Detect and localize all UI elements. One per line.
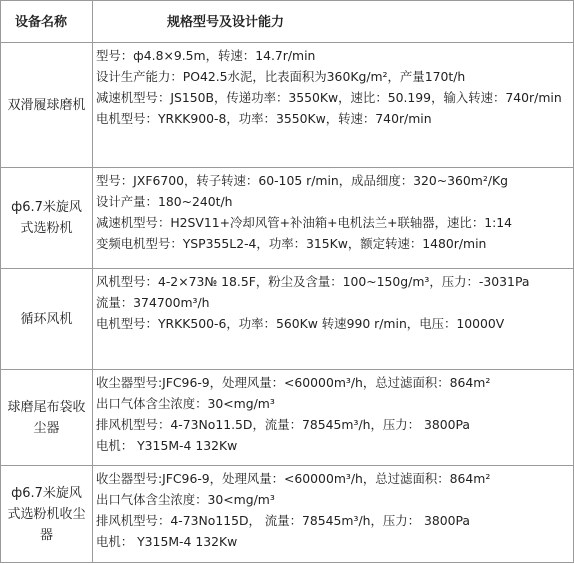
spec-cell [93,269,574,370]
spec-line: 设计生产能力：PO42.5水泥，比表面积为360Kg/m²，产量170t/h [96,69,466,84]
spec-line: 流量：374700m³/h [96,295,210,310]
spec-line: 减速机型号：JS150B，传递功率：3550Kw，速比：50.199，输入转速：740r/min [96,90,562,105]
spec-line: 电机型号：YRKK500-6，功率：560Kw 转速990 r/min，电压：10000V [96,316,505,331]
spec-line: 排风机型号：4-73No115D， 流量：78545m³/h，压力： 3800Pa [96,513,471,528]
spec-line: 风机型号：4-2×73№ 18.5F，粉尘及含量：100~150g/m³，压力：-3031Pa [96,274,530,289]
table-row [1,370,574,466]
table-row [1,43,574,168]
table-row [1,168,574,269]
spec-line: 排风机型号：4-73No11.5D，流量：78545m³/h，压力： 3800Pa [96,417,471,432]
spec-line: 出口气体含尘浓度：30<mg/m³ [96,396,275,411]
spec-line: 变频电机型号：YSP355L2-4，功率：315Kw，额定转速：1480r/min [96,236,487,251]
spec-line: 型号：JXF6700，转子转速：60-105 r/min，成品细度：320~360m²/Kg [96,173,509,188]
spec-line: 电机： Y315M-4 132Kw [96,438,238,453]
spec-line: 收尘器型号:JFC96-9，处理风量：<60000m³/h，总过滤面积：864m² [96,471,491,486]
spec-cell [93,466,574,563]
spec-cell [93,168,574,269]
equipment-name-cell: ф6.7米旋风式选粉机收尘器 [1,466,93,563]
spec-line: 设计产量：180~240t/h [96,194,233,209]
spec-line: 型号：ф4.8×9.5m，转速：14.7r/min [96,48,316,63]
spec-line: 收尘器型号:JFC96-9，处理风量：<60000m³/h，总过滤面积：864m² [96,375,491,390]
spec-line: 减速机型号：H2SV11+冷却风管+补油箱+电机法兰+联轴器，速比：1:14 [96,215,513,230]
spec-line: 出口气体含尘浓度：30<mg/m³ [96,492,275,507]
equipment-name-cell: 双滑履球磨机 [1,43,93,168]
spec-cell [93,370,574,466]
table-row [1,269,574,370]
header-row [1,1,574,43]
header-spec: 规格型号及设计能力 [93,1,574,43]
spec-line: 电机型号：YRKK900-8，功率：3550Kw，转速：740r/min [96,111,432,126]
header-equipment-name: 设备名称 [1,1,93,43]
table-row [1,466,574,563]
equipment-name-cell: ф6.7米旋风式选粉机 [1,168,93,269]
equipment-name-cell: 循环风机 [1,269,93,370]
equipment-name-cell: 球磨尾布袋收尘器 [1,370,93,466]
spec-line: 电机： Y315M-4 132Kw [96,534,238,549]
spec-cell [93,43,574,168]
